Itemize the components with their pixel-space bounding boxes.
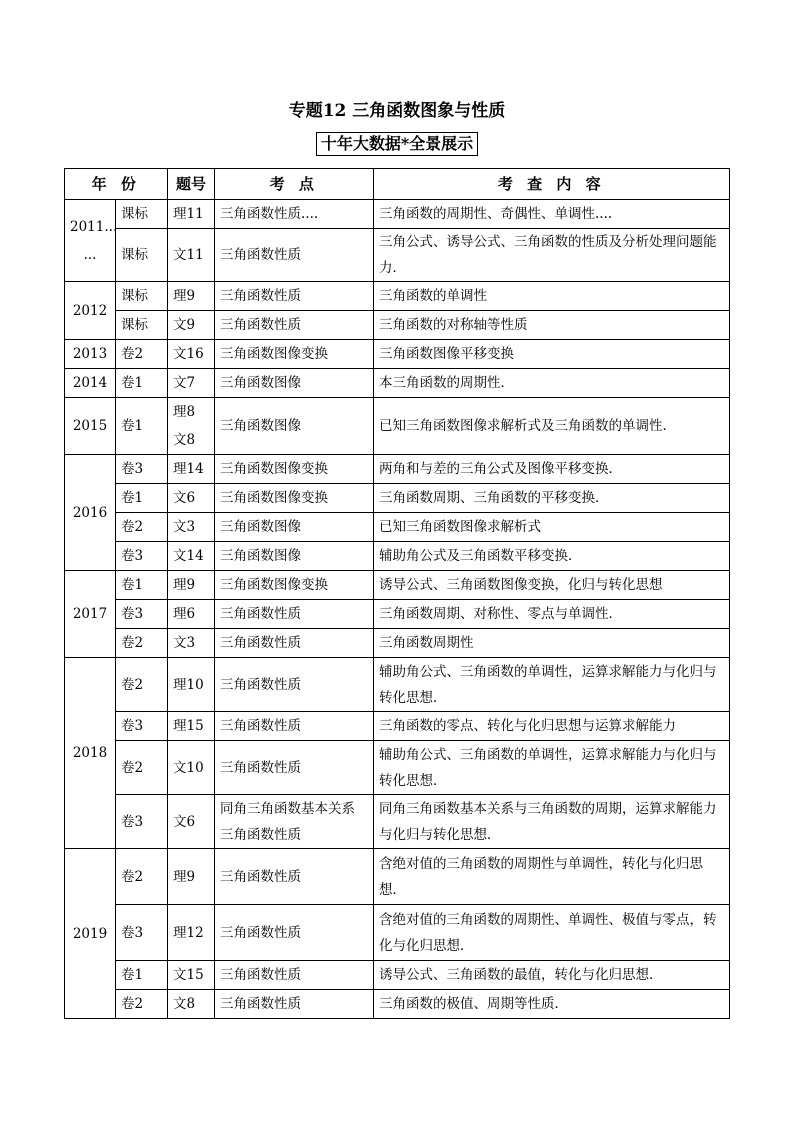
table-row	[65, 571, 730, 600]
cell-year: 2011... ...	[65, 200, 116, 282]
table-row	[65, 311, 730, 340]
exam-topics-table	[64, 168, 730, 1019]
cell-question-number: 理9	[168, 282, 215, 311]
table-row	[65, 455, 730, 484]
cell-topic: 三角函数性质	[215, 282, 374, 311]
cell-topic: 三角函数性质	[215, 712, 374, 741]
table-row	[65, 542, 730, 571]
cell-paper: 卷1	[116, 398, 168, 455]
cell-content: 三角函数图像平移变换	[374, 340, 730, 369]
cell-question-number: 理9	[168, 849, 215, 905]
cell-topic: 三角函数性质	[215, 600, 374, 629]
table-row	[65, 629, 730, 658]
table-header-row	[65, 169, 730, 200]
table-row	[65, 229, 730, 282]
cell-paper: 卷2	[116, 658, 168, 712]
cell-topic: 三角函数性质	[215, 961, 374, 990]
cell-question-number: 文15	[168, 961, 215, 990]
cell-question-number: 文9	[168, 311, 215, 340]
cell-content: 同角三角函数基本关系与三角函数的周期，运算求解能力与化归与转化思想．	[374, 795, 730, 849]
cell-content: 三角函数周期、对称性、零点与单调性．	[374, 600, 730, 629]
header-content: 考 查 内 容	[374, 169, 730, 200]
cell-content: 已知三角函数图像求解析式	[374, 513, 730, 542]
cell-paper: 卷3	[116, 795, 168, 849]
cell-paper: 课标	[116, 200, 168, 229]
cell-question-number: 文6	[168, 484, 215, 513]
table-row	[65, 200, 730, 229]
cell-question-number: 理6	[168, 600, 215, 629]
cell-content: 辅助角公式、三角函数的单调性，运算求解能力与化归与转化思想．	[374, 658, 730, 712]
cell-question-number: 理12	[168, 905, 215, 961]
cell-paper: 卷2	[116, 990, 168, 1019]
cell-content: 含绝对值的三角函数的周期性、单调性、极值与零点，转化与化归思想．	[374, 905, 730, 961]
table-row	[65, 795, 730, 849]
cell-question-number: 文16	[168, 340, 215, 369]
cell-paper: 卷2	[116, 340, 168, 369]
table-row	[65, 282, 730, 311]
cell-topic: 三角函数性质	[215, 629, 374, 658]
cell-content: 辅助角公式、三角函数的单调性，运算求解能力与化归与转化思想．	[374, 741, 730, 795]
table-row	[65, 990, 730, 1019]
table-row	[65, 905, 730, 961]
cell-question-number: 文3	[168, 629, 215, 658]
cell-question-number: 文7	[168, 369, 215, 398]
cell-topic: 三角函数性质....	[215, 200, 374, 229]
cell-paper: 卷3	[116, 455, 168, 484]
cell-paper: 课标	[116, 229, 168, 282]
subtitle-box	[0, 132, 794, 156]
cell-content: 三角函数周期性	[374, 629, 730, 658]
cell-content: 三角公式、诱导公式、三角函数的性质及分析处理问题能力．	[374, 229, 730, 282]
table-row	[65, 398, 730, 455]
cell-paper: 卷2	[116, 741, 168, 795]
cell-year: 2015	[65, 398, 116, 455]
cell-topic: 三角函数性质	[215, 990, 374, 1019]
cell-content: 诱导公式、三角函数的最值，转化与化归思想．	[374, 961, 730, 990]
cell-content: 辅助角公式及三角函数平移变换．	[374, 542, 730, 571]
cell-paper: 卷2	[116, 513, 168, 542]
cell-question-number: 理11	[168, 200, 215, 229]
cell-year: 2018	[65, 658, 116, 849]
cell-question-number: 文8	[168, 990, 215, 1019]
cell-question-number: 理9	[168, 571, 215, 600]
header-num: 题号	[168, 169, 215, 200]
cell-question-number: 文14	[168, 542, 215, 571]
cell-topic: 三角函数图像变换	[215, 571, 374, 600]
cell-topic: 三角函数性质	[215, 311, 374, 340]
cell-paper: 卷3	[116, 542, 168, 571]
page-subtitle: 十年大数据*全景展示	[316, 132, 478, 156]
table-row	[65, 741, 730, 795]
cell-content: 三角函数周期、三角函数的平移变换．	[374, 484, 730, 513]
cell-question-number: 文10	[168, 741, 215, 795]
cell-question-number: 文11	[168, 229, 215, 282]
cell-topic: 三角函数性质	[215, 658, 374, 712]
table-row	[65, 513, 730, 542]
cell-topic: 三角函数性质	[215, 229, 374, 282]
cell-paper: 卷2	[116, 629, 168, 658]
table-row	[65, 340, 730, 369]
cell-content: 三角函数的零点、转化与化归思想与运算求解能力	[374, 712, 730, 741]
cell-content: 三角函数的单调性	[374, 282, 730, 311]
table-row	[65, 484, 730, 513]
header-topic: 考 点	[215, 169, 374, 200]
cell-paper: 卷1	[116, 961, 168, 990]
cell-topic: 三角函数性质	[215, 741, 374, 795]
cell-paper: 课标	[116, 311, 168, 340]
cell-topic: 三角函数性质	[215, 905, 374, 961]
cell-paper: 课标	[116, 282, 168, 311]
cell-question-number: 理8 文8	[168, 398, 215, 455]
cell-topic: 三角函数图像变换	[215, 484, 374, 513]
cell-paper: 卷3	[116, 712, 168, 741]
cell-topic: 三角函数图像	[215, 398, 374, 455]
header-year: 年 份	[65, 169, 168, 200]
cell-year: 2013	[65, 340, 116, 369]
cell-question-number: 理15	[168, 712, 215, 741]
cell-question-number: 理14	[168, 455, 215, 484]
cell-topic: 三角函数图像变换	[215, 455, 374, 484]
cell-paper: 卷1	[116, 571, 168, 600]
cell-question-number: 文3	[168, 513, 215, 542]
cell-topic: 三角函数图像变换	[215, 340, 374, 369]
cell-topic: 同角三角函数基本关系 三角函数性质	[215, 795, 374, 849]
cell-topic: 三角函数性质	[215, 849, 374, 905]
cell-content: 三角函数的极值、周期等性质．	[374, 990, 730, 1019]
table-body	[65, 200, 730, 1019]
table-row	[65, 712, 730, 741]
cell-topic: 三角函数图像	[215, 369, 374, 398]
cell-paper: 卷2	[116, 849, 168, 905]
cell-year: 2019	[65, 849, 116, 1019]
cell-content: 三角函数的对称轴等性质	[374, 311, 730, 340]
table-row	[65, 849, 730, 905]
table-row	[65, 369, 730, 398]
cell-content: 本三角函数的周期性．	[374, 369, 730, 398]
cell-question-number: 文6	[168, 795, 215, 849]
table-row	[65, 600, 730, 629]
cell-topic: 三角函数图像	[215, 542, 374, 571]
table-row	[65, 961, 730, 990]
cell-content: 两角和与差的三角公式及图像平移变换．	[374, 455, 730, 484]
cell-paper: 卷3	[116, 905, 168, 961]
cell-paper: 卷3	[116, 600, 168, 629]
cell-topic: 三角函数图像	[215, 513, 374, 542]
page-title: 专题12 三角函数图象与性质	[288, 101, 506, 121]
cell-content: 三角函数的周期性、奇偶性、单调性....	[374, 200, 730, 229]
cell-paper: 卷1	[116, 369, 168, 398]
cell-question-number: 理10	[168, 658, 215, 712]
cell-year: 2012	[65, 282, 116, 340]
cell-year: 2017	[65, 571, 116, 658]
table-row	[65, 658, 730, 712]
cell-content: 诱导公式、三角函数图像变换，化归与转化思想	[374, 571, 730, 600]
cell-content: 已知三角函数图像求解析式及三角函数的单调性．	[374, 398, 730, 455]
cell-year: 2014	[65, 369, 116, 398]
cell-content: 含绝对值的三角函数的周期性与单调性，转化与化归思想．	[374, 849, 730, 905]
cell-paper: 卷1	[116, 484, 168, 513]
cell-year: 2016	[65, 455, 116, 571]
